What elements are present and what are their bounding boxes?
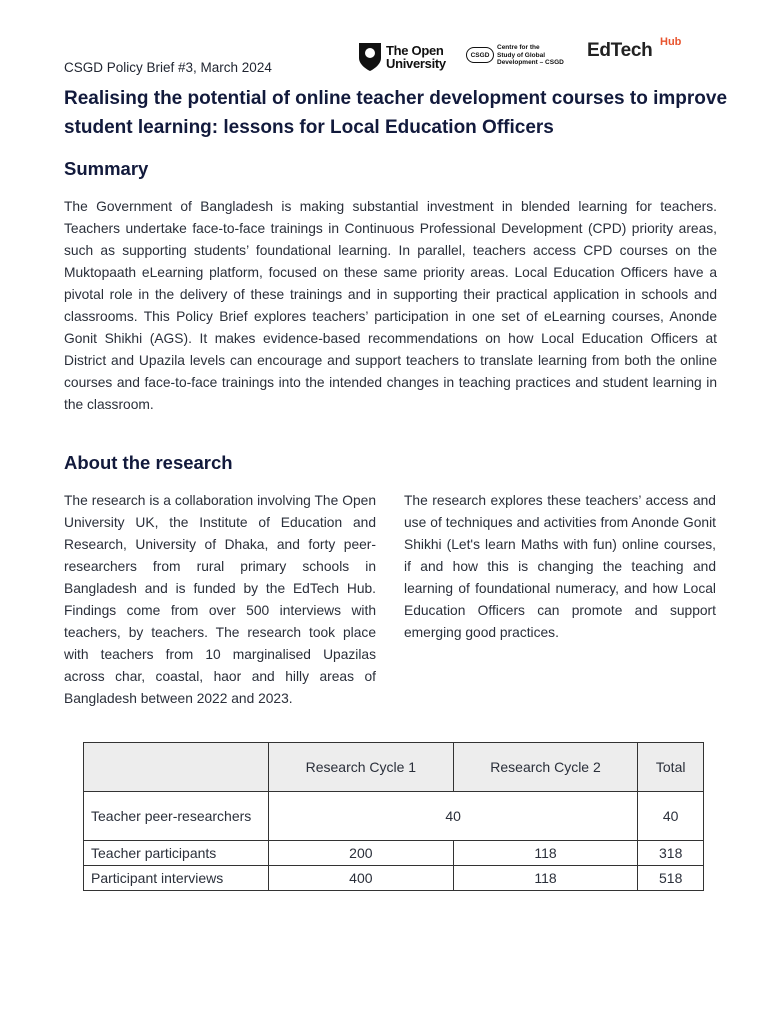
csgd-logo-line2: Study of Global <box>497 51 546 59</box>
table-row <box>84 841 704 866</box>
partner-logos <box>358 36 724 80</box>
csgd-logo-line3: Development – CSGD <box>497 59 564 66</box>
table-cell: 400 <box>269 866 454 891</box>
research-participants-table <box>83 742 704 891</box>
ou-logo-line2: University <box>386 56 446 71</box>
row-label: Participant interviews <box>84 866 269 891</box>
shield-icon <box>358 42 382 72</box>
edtech-logo-hub: Hub <box>660 36 682 48</box>
csgd-logo <box>466 44 581 67</box>
table-header-cell: Research Cycle 2 <box>453 743 638 792</box>
table-row <box>84 792 704 841</box>
table-cell: 118 <box>453 866 638 891</box>
table-cell: 40 <box>269 792 638 841</box>
about-right-column: The research explores these teachers’ access and use of techniques and activities from Anonde Gonit Shikhi (Let's learn Maths with fun) online courses, if and how this is changing the teaching and learning of foundational numeracy, and how Local Education Officers can promote and support emerging good practices. <box>404 493 716 640</box>
table-row <box>84 866 704 891</box>
table-cell: 518 <box>638 866 704 891</box>
csgd-logo-line1: Centre for the <box>497 44 540 51</box>
csgd-badge: CSGD <box>466 47 494 63</box>
row-label: Teacher peer-researchers <box>84 792 269 841</box>
series-label: CSGD Policy Brief #3, March 2024 <box>64 60 272 75</box>
page-title: Realising the potential of online teacher development courses to improve student learning: lessons for Local Education Officers <box>64 88 728 138</box>
table-header-cell: Research Cycle 1 <box>269 743 454 792</box>
table-cell: 318 <box>638 841 704 866</box>
summary-paragraph: The Government of Bangladesh is making substantial investment in blended learning for teachers. Teachers undertake face-to-face trainings in Continuous Professional Development (CPD) priority areas, such as supporting students’ foundational learning. In parallel, teachers access CPD courses on the Muktopaath eLearning platform, focused on these same priority areas. Local Education Officers have a pivotal role in the delivery of these trainings and in supporting their practical application in schools and classrooms. This Policy Brief explores teachers’ participation in one set of eLearning courses, Anonde Gonit Shikhi (AGS). It makes evidence-based recommendations on how Local Education Officers at District and Upazila levels can encourage and support teachers to translate learning from both the online courses and face-to-face trainings into the intended changes in teaching practices and student learning in the classroom. <box>64 199 717 412</box>
summary-heading: Summary <box>64 158 149 179</box>
edtech-logo-main: EdTech <box>587 40 653 61</box>
about-research-heading: About the research <box>64 452 233 473</box>
table-cell: 40 <box>638 792 704 841</box>
ou-logo-line1: The Open <box>386 43 444 58</box>
row-label: Teacher participants <box>84 841 269 866</box>
open-university-logo <box>358 42 446 72</box>
table-cell: 200 <box>269 841 454 866</box>
edtech-hub-logo <box>587 36 682 62</box>
table-header-row <box>84 743 704 792</box>
table-header-cell <box>84 743 269 792</box>
table-cell: 118 <box>453 841 638 866</box>
table-header-cell: Total <box>638 743 704 792</box>
about-left-column: The research is a collaboration involving The Open University UK, the Institute of Education and Research, University of Dhaka, and forty peer-researchers from rural primary schools in Bangladesh and is funded by the EdTech Hub. Findings come from over 500 interviews with teachers, by teachers. The research took place with teachers from 10 marginalised Upazilas across char, coastal, haor and hilly areas of Bangladesh between 2022 and 2023. <box>64 493 376 706</box>
